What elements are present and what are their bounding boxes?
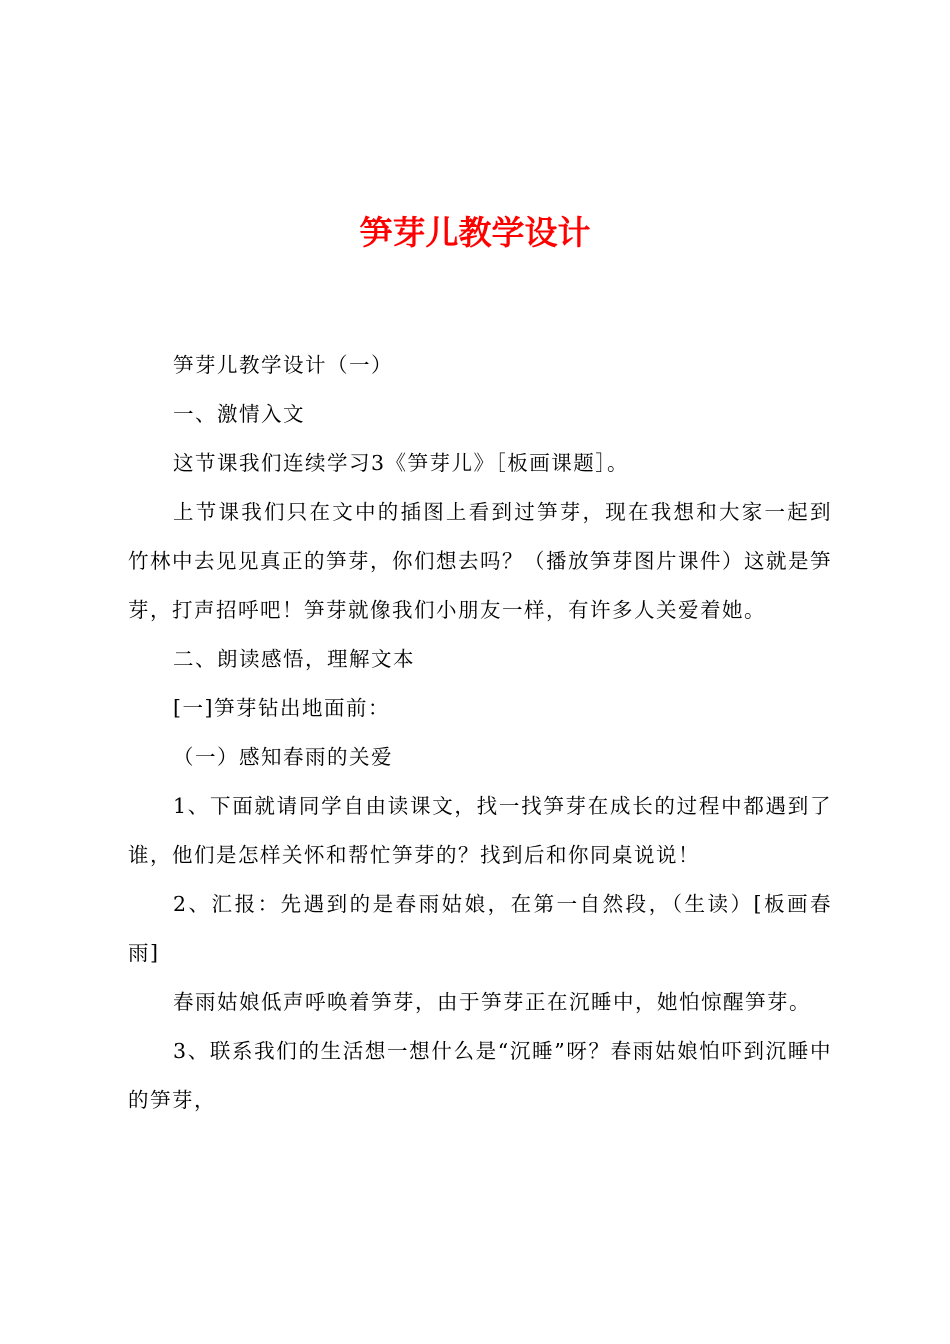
sub-heading: （一）感知春雨的关爱	[173, 745, 393, 769]
sub-heading: [一]笋芽钻出地面前：	[173, 696, 390, 720]
section-heading: 二、朗读感悟，理解文本	[173, 647, 415, 671]
document-title: 笋芽儿教学设计	[359, 213, 591, 252]
section-heading: 一、激情入文	[173, 402, 305, 426]
document-body	[128, 341, 832, 1125]
paragraph: 笋芽儿教学设计（一）	[173, 353, 393, 377]
paragraph: 上节课我们只在文中的插图上看到过笋芽，现在我想和大家一起到竹林中去见见真正的笋芽，你们想去吗？（播放笋芽图片课件）这就是笋芽，打声招呼吧！笋芽就像我们小朋友一样，有许多人关爱着她。	[128, 500, 832, 622]
paragraph: 1、下面就请同学自由读课文，找一找笋芽在成长的过程中都遇到了谁，他们是怎样关怀和帮忙笋芽的？找到后和你同桌说说！	[128, 794, 832, 867]
paragraph: 2、汇报：先遇到的是春雨姑娘，在第一自然段，（生读）[板画春雨]	[128, 892, 832, 965]
paragraph: 春雨姑娘低声呼唤着笋芽，由于笋芽正在沉睡中，她怕惊醒笋芽。	[173, 990, 811, 1014]
paragraph: 这节课我们连续学习3《笋芽儿》［板画课题］。	[173, 451, 630, 475]
paragraph: 3、联系我们的生活想一想什么是“沉睡”呀？春雨姑娘怕吓到沉睡中的笋芽，	[128, 1039, 832, 1112]
